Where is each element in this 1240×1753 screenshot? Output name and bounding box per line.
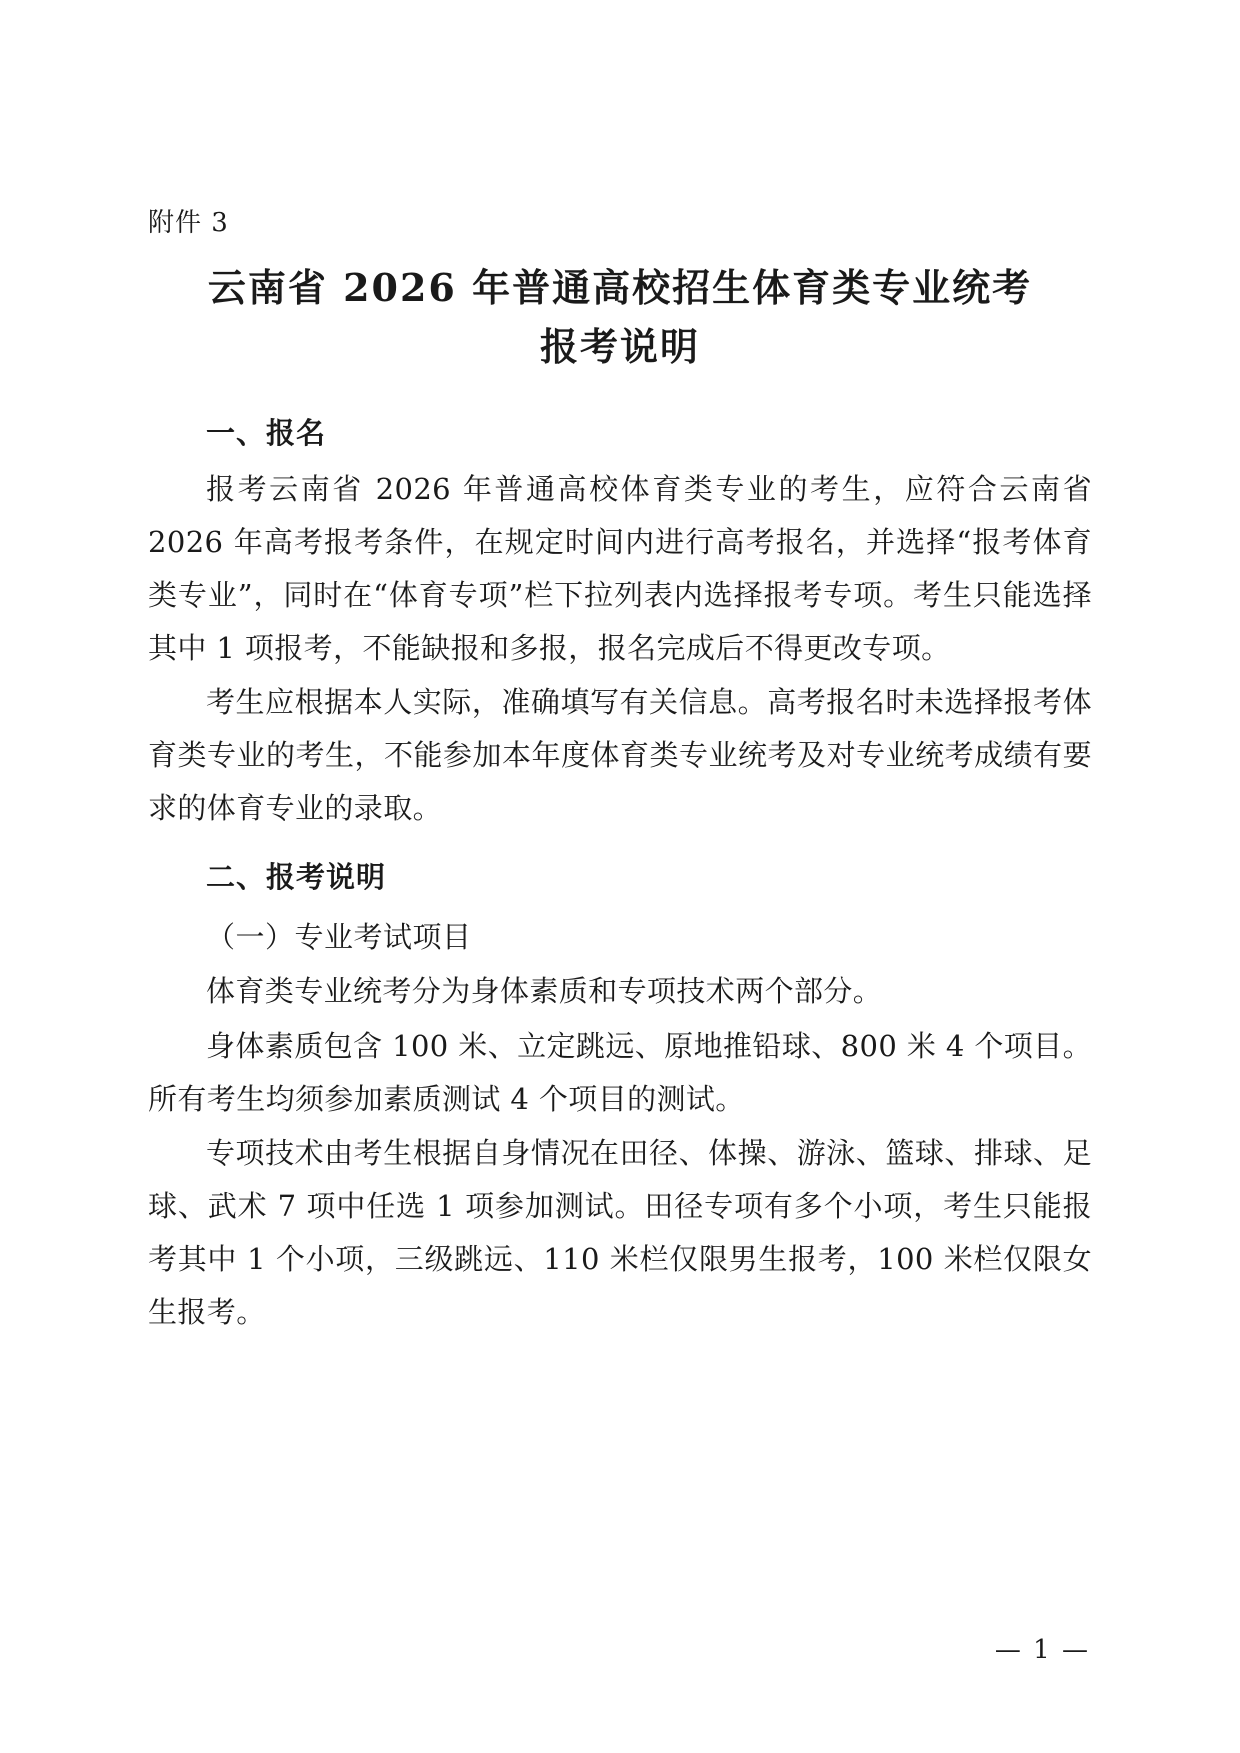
page-title-line-1: 云南省 2026 年普通高校招生体育类专业统考: [207, 265, 1033, 311]
page-title-line-2: 报考说明: [539, 324, 700, 370]
sub-heading-exam-items: （一）专业考试项目: [206, 919, 472, 954]
page-title: [148, 259, 1092, 377]
page-number: — 1 —: [994, 1635, 1090, 1665]
paragraph-instructions-3: 专项技术由考生根据自身情况在田径、体操、游泳、篮球、排球、足球、武术 7 项中任选 1 项参加测试。田径专项有多个小项，考生只能报考其中 1 个小项，三级跳远、110 米栏仅限男生报考，100 米栏仅限女生报考。: [148, 1136, 1092, 1329]
section-heading-registration: 一、报名: [206, 416, 327, 451]
attachment-label: 附件 3: [148, 208, 229, 238]
section-heading-instructions: 二、报考说明: [206, 859, 387, 894]
paragraph-instructions-2: 身体素质包含 100 米、立定跳远、原地推铅球、800 米 4 个项目。所有考生均须参加素质测试 4 个项目的测试。: [148, 1028, 1092, 1116]
paragraph-instructions-1: 体育类专业统考分为身体素质和专项技术两个部分。: [206, 974, 883, 1009]
paragraph-registration-2: 考生应根据本人实际，准确填写有关信息。高考报名时未选择报考体育类专业的考生，不能参加本年度体育类专业统考及对专业统考成绩有要求的体育专业的录取。: [148, 685, 1092, 825]
paragraph-registration-1: 报考云南省 2026 年普通高校体育类专业的考生，应符合云南省 2026 年高考报考条件，在规定时间内进行高考报名，并选择“报考体育类专业”，同时在“体育专项”栏下拉列表内选择报考专项。考生只能选择其中 1 项报考，不能缺报和多报，报名完成后不得更改专项。: [148, 472, 1092, 665]
